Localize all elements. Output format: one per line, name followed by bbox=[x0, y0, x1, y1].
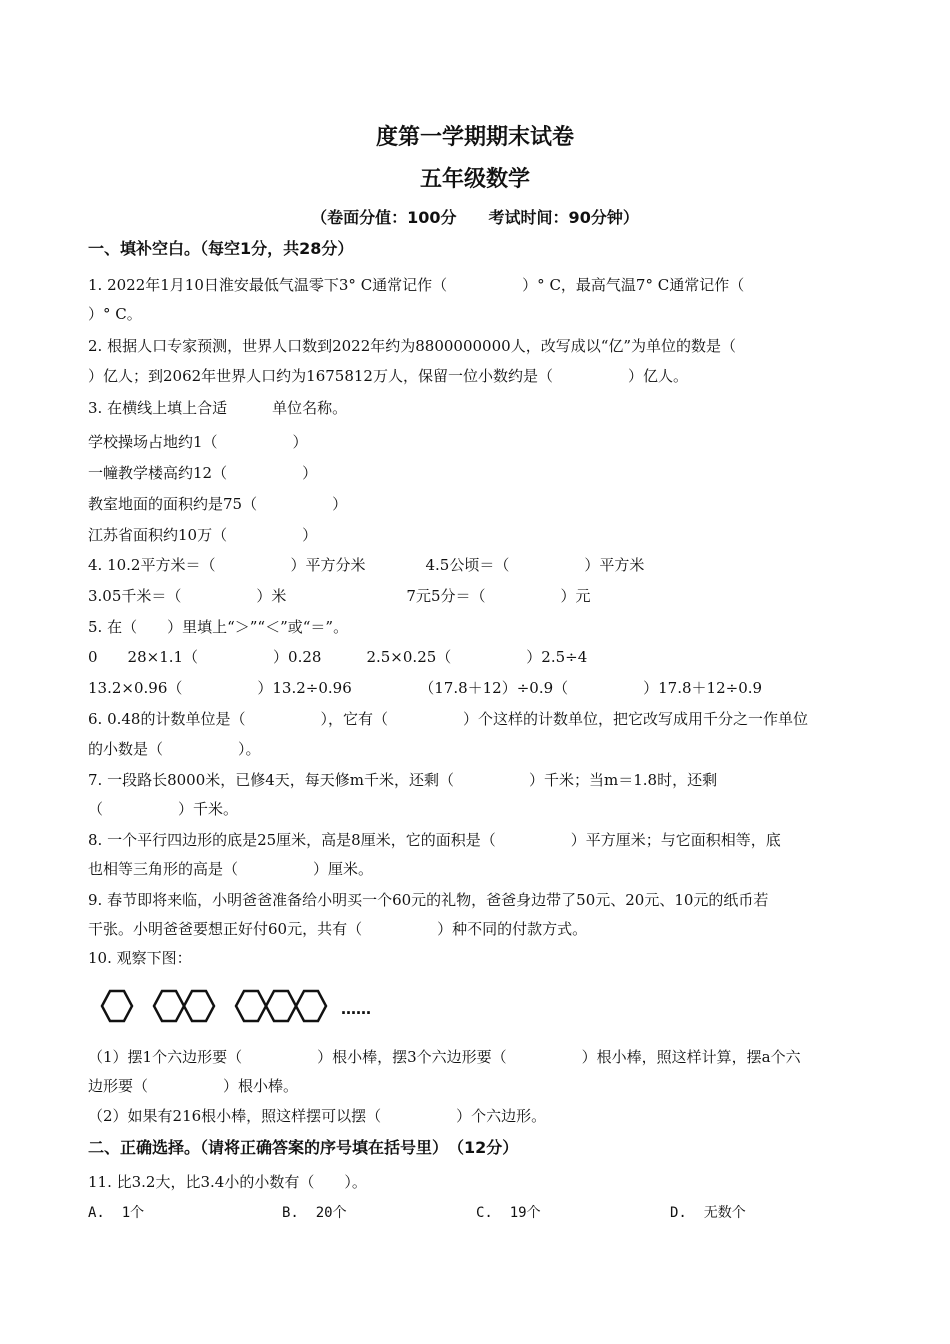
hexagon-2a bbox=[154, 991, 184, 1021]
q11-option-a: A. 1个 bbox=[88, 1205, 145, 1221]
q5-row1: 0 28×1.1（ ）0.28 2.5×0.25（ ）2.5÷4 bbox=[88, 648, 588, 666]
figure-dots: …… bbox=[341, 1000, 371, 1018]
q3-item1: 学校操场占地约1（ ） bbox=[88, 433, 308, 451]
section2-heading: 二、正确选择。（请将正确答案的序号填在括号里） （12分） bbox=[88, 1138, 519, 1157]
q5-line: 5. 在（ ）里填上“＞”“＜”或“＝”。 bbox=[88, 618, 349, 636]
exam-title: 度第一学期期末试卷 bbox=[375, 125, 574, 150]
hexagon-2b bbox=[184, 991, 214, 1021]
q8-line2: 也相等三角形的高是（ ）厘米。 bbox=[88, 860, 374, 878]
q2-line2: ）亿人；到2062年世界人口约为1675812万人，保留一位小数约是（ ）亿人。 bbox=[88, 367, 688, 385]
q2-line1: 2. 根据人口专家预测，世界人口数到2022年约为8800000000人，改写成以“亿”为单位的数是（ bbox=[88, 337, 737, 355]
hexagon-3b bbox=[266, 991, 296, 1021]
q10-part1-line1: （1）摆1个六边形要（ ）根小棒，摆3个六边形要（ ）根小棒，照这样计算，摆a个六 bbox=[88, 1048, 801, 1066]
q1-line2: ）° C。 bbox=[88, 305, 142, 323]
q7-line1: 7. 一段路长8000米，已修4天，每天修m千米，还剩（ ）千米；当m＝1.8时，还剩 bbox=[88, 771, 718, 789]
section1-heading: 一、填补空白。（每空1分，共28分） bbox=[88, 239, 354, 258]
q10-part1-line2: 边形要（ ）根小棒。 bbox=[88, 1077, 299, 1095]
q10-part2-line: （2）如果有216根小棒，照这样摆可以摆（ ）个六边形。 bbox=[88, 1107, 547, 1125]
q11-option-b: B. 20个 bbox=[282, 1205, 347, 1221]
q4-line1: 4. 10.2平方米＝（ ）平方分米 4.5公顷＝（ ）平方米 bbox=[88, 556, 645, 574]
q4-line2: 3.05千米＝（ ）米 7元5分＝（ ）元 bbox=[88, 587, 591, 605]
q11-option-d: D. 无数个 bbox=[670, 1205, 746, 1221]
q9-line1: 9. 春节即将来临，小明爸爸准备给小明买一个60元的礼物，爸爸身边带了50元、20元、10元的纸币若 bbox=[88, 891, 769, 909]
q3-item4: 江苏省面积约10万（ ） bbox=[88, 526, 318, 544]
exam-meta: （卷面分值：100分 考试时间：90分钟） bbox=[311, 208, 639, 227]
q3-item3: 教室地面的面积约是75（ ） bbox=[88, 495, 348, 513]
q9-line2: 干张。小明爸爸要想正好付60元，共有（ ）种不同的付款方式。 bbox=[88, 920, 588, 938]
hexagon-3a bbox=[236, 991, 266, 1021]
q6-line1: 6. 0.48的计数单位是（ ），它有（ ）个这样的计数单位，把它改写成用千分之一作单位 bbox=[88, 710, 808, 728]
q1-line1: 1. 2022年1月10日淮安最低气温零下3° C通常记作（ ）° C，最高气温7° C通常记作（ bbox=[88, 276, 745, 294]
q11-option-c: C. 19个 bbox=[476, 1205, 541, 1221]
hexagon-figure bbox=[95, 980, 395, 1032]
q3-line: 3. 在横线上填上合适 单位名称。 bbox=[88, 399, 348, 417]
q3-item2: 一幢教学楼高约12（ ） bbox=[88, 464, 318, 482]
q7-line2: （ ）千米。 bbox=[88, 800, 239, 818]
q10-line: 10. 观察下图： bbox=[88, 949, 192, 967]
hexagon-3c bbox=[296, 991, 326, 1021]
q11-line: 11. 比3.2大，比3.4小的小数有（ ）。 bbox=[88, 1173, 367, 1191]
q6-line2: 的小数是（ ）。 bbox=[88, 740, 261, 758]
q5-row2: 13.2×0.96（ ）13.2÷0.96 （17.8＋12）÷0.9（ ）17.8＋12÷0.9 bbox=[88, 679, 763, 697]
exam-subtitle: 五年级数学 bbox=[419, 167, 530, 192]
hexagon-1 bbox=[102, 991, 132, 1021]
q8-line1: 8. 一个平行四边形的底是25厘米，高是8厘米，它的面积是（ ）平方厘米；与它面积相等，底 bbox=[88, 831, 781, 849]
